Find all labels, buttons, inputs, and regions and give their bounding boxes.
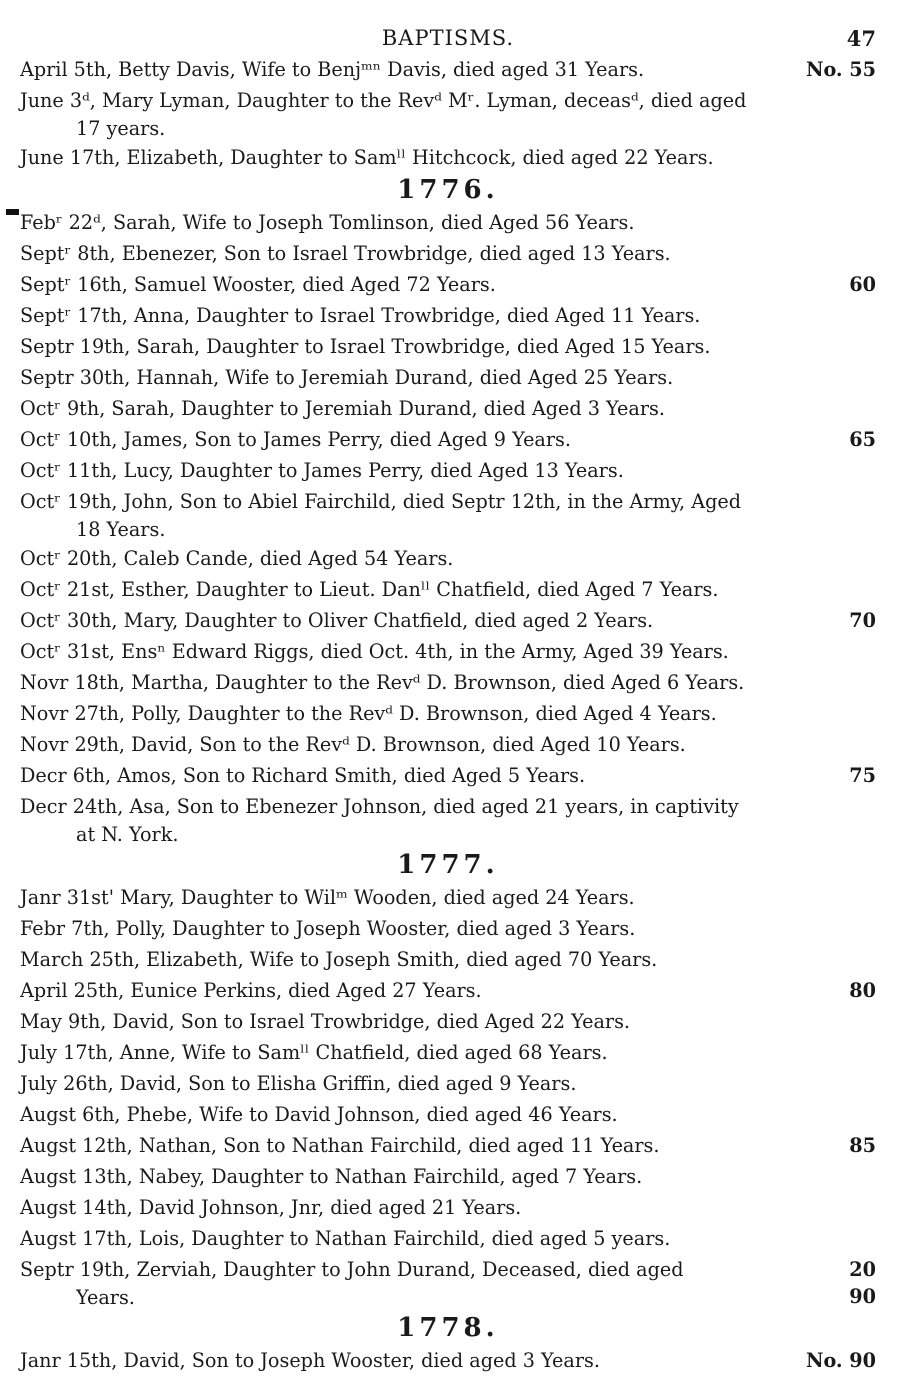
entry-text: Septr 19th, Sarah, Daughter to Israel Trowbridge, died Aged 15 Years. — [20, 335, 711, 358]
year-heading-1776: 1776. — [397, 175, 499, 205]
entry-text: Septr 19th, Zerviah, Daughter to John Durand, Deceased, died aged — [20, 1258, 684, 1281]
burial-entry — [20, 238, 876, 269]
year-heading-1777: 1777. — [397, 850, 499, 880]
entry-text: Novr 18th, Martha, Daughter to the Revᵈ D. Brownson, died Aged 6 Years. — [20, 671, 745, 694]
entry-text: June 17th, Elizabeth, Daughter to Samˡˡ Hitchcock, died aged 22 Years. — [20, 146, 714, 169]
entry-number: 85 — [849, 1134, 876, 1157]
burial-entry — [20, 207, 876, 238]
entry-text: Augst 17th, Lois, Daughter to Nathan Fairchild, died aged 5 years. — [20, 1227, 671, 1250]
burial-entry — [20, 424, 876, 455]
entry-text: Octʳ 19th, John, Son to Abiel Fairchild, died Septr 12th, in the Army, Aged — [20, 490, 741, 513]
burial-entry — [20, 791, 876, 848]
burial-entry — [20, 1345, 876, 1376]
entry-continuation: 18 Years. — [76, 518, 166, 541]
entries-1777 — [20, 882, 876, 1311]
entry-text: Septr 30th, Hannah, Wife to Jeremiah Durand, died Aged 25 Years. — [20, 366, 674, 389]
entry-text: Novr 27th, Polly, Daughter to the Revᵈ D. Brownson, died Aged 4 Years. — [20, 702, 717, 725]
entry-text: Decr 24th, Asa, Son to Ebenezer Johnson, died aged 21 years, in captivity — [20, 795, 739, 818]
burial-entry — [20, 605, 876, 636]
entry-text: Febʳ 22ᵈ, Sarah, Wife to Joseph Tomlinson, died Aged 56 Years. — [20, 211, 635, 234]
entry-text: Septʳ 8th, Ebenezer, Son to Israel Trowbridge, died aged 13 Years. — [20, 242, 671, 265]
burial-entry — [20, 1254, 876, 1311]
entry-number: 65 — [849, 428, 876, 451]
year-heading-1778: 1778. — [397, 1313, 499, 1343]
entry-text: Octʳ 10th, James, Son to James Perry, died Aged 9 Years. — [20, 428, 571, 451]
entry-text: Septʳ 17th, Anna, Daughter to Israel Trowbridge, died Aged 11 Years. — [20, 304, 701, 327]
entry-number: 60 — [849, 273, 876, 296]
entry-text: Octʳ 20th, Caleb Cande, died Aged 54 Years. — [20, 547, 454, 570]
burial-entry — [20, 636, 876, 667]
entry-text: June 3ᵈ, Mary Lyman, Daughter to the Revᵈ Mʳ. Lyman, deceasᵈ, died aged — [20, 89, 747, 112]
burial-entry — [20, 944, 876, 975]
entries-pre-1776 — [20, 54, 876, 173]
entry-text: April 25th, Eunice Perkins, died Aged 27 Years. — [20, 979, 482, 1002]
burial-entry — [20, 486, 876, 543]
entry-text: April 5th, Betty Davis, Wife to Benjᵐⁿ Davis, died aged 31 Years. — [20, 58, 645, 81]
entry-text: Augst 6th, Phebe, Wife to David Johnson, died aged 46 Years. — [20, 1103, 618, 1126]
entry-number: No. 55 — [805, 58, 876, 81]
entry-text: Augst 13th, Nabey, Daughter to Nathan Fairchild, aged 7 Years. — [20, 1165, 643, 1188]
running-title: BAPTISMS. — [381, 26, 515, 50]
entry-number: 20 — [849, 1258, 876, 1281]
entry-text: May 9th, David, Son to Israel Trowbridge, died Aged 22 Years. — [20, 1010, 631, 1033]
entry-number: No. 90 — [805, 1349, 876, 1372]
entry-text: Novr 29th, David, Son to the Revᵈ D. Brownson, died Aged 10 Years. — [20, 733, 686, 756]
burial-entry — [20, 1192, 876, 1223]
entries-1776 — [20, 207, 876, 848]
entries-1778 — [20, 1345, 876, 1376]
burial-entry — [20, 1068, 876, 1099]
burial-entry — [20, 1130, 876, 1161]
entry-text: Janr 31st' Mary, Daughter to Wilᵐ Wooden, died aged 24 Years. — [20, 886, 635, 909]
burial-entry — [20, 1006, 876, 1037]
entry-continuation: Years. — [76, 1286, 135, 1309]
burial-entry — [20, 393, 876, 424]
burial-entry — [20, 729, 876, 760]
entry-continuation: at N. York. — [76, 823, 179, 846]
entry-text: July 26th, David, Son to Elisha Griffin, died aged 9 Years. — [20, 1072, 577, 1095]
burial-entry — [20, 1037, 876, 1068]
entry-text: Octʳ 9th, Sarah, Daughter to Jeremiah Durand, died Aged 3 Years. — [20, 397, 665, 420]
burial-entry — [20, 142, 876, 173]
entry-text: Augst 12th, Nathan, Son to Nathan Fairchild, died aged 11 Years. — [20, 1134, 660, 1157]
burial-entry — [20, 543, 876, 574]
burial-entry — [20, 455, 876, 486]
burial-entry — [20, 1099, 876, 1130]
entry-number-second: 90 — [849, 1285, 876, 1308]
entry-number: 80 — [849, 979, 876, 1002]
entry-text: March 25th, Elizabeth, Wife to Joseph Smith, died aged 70 Years. — [20, 948, 658, 971]
entry-number: 70 — [849, 609, 876, 632]
burial-entry — [20, 975, 876, 1006]
burial-entry — [20, 913, 876, 944]
burial-entry — [20, 698, 876, 729]
burial-entry — [20, 667, 876, 698]
burial-entry — [20, 269, 876, 300]
entry-text: Febr 7th, Polly, Daughter to Joseph Wooster, died aged 3 Years. — [20, 917, 636, 940]
entry-text: Janr 15th, David, Son to Joseph Wooster, died aged 3 Years. — [20, 1349, 600, 1372]
entry-continuation: 17 years. — [76, 117, 166, 140]
burial-entry — [20, 54, 876, 85]
burial-entry — [20, 300, 876, 331]
page-number: 47 — [846, 26, 876, 51]
burial-entry — [20, 760, 876, 791]
burial-entry — [20, 362, 876, 393]
burial-entry — [20, 85, 876, 142]
entry-text: Septʳ 16th, Samuel Wooster, died Aged 72 Years. — [20, 273, 496, 296]
burial-entry — [20, 882, 876, 913]
burial-entry — [20, 331, 876, 362]
entry-text: Decr 6th, Amos, Son to Richard Smith, died Aged 5 Years. — [20, 764, 586, 787]
burial-entry — [20, 574, 876, 605]
page-header — [20, 0, 876, 54]
burial-entry — [20, 1161, 876, 1192]
entry-text: Octʳ 30th, Mary, Daughter to Oliver Chatfield, died aged 2 Years. — [20, 609, 654, 632]
entry-text: Augst 14th, David Johnson, Jnr, died aged 21 Years. — [20, 1196, 522, 1219]
entry-text: Octʳ 31st, Ensⁿ Edward Riggs, died Oct. 4th, in the Army, Aged 39 Years. — [20, 640, 729, 663]
margin-bracket-mark — [6, 209, 19, 215]
entry-number: 75 — [849, 764, 876, 787]
burial-entry — [20, 1223, 876, 1254]
entry-text: July 17th, Anne, Wife to Samˡˡ Chatfield, died aged 68 Years. — [20, 1041, 608, 1064]
entry-text: Octʳ 11th, Lucy, Daughter to James Perry, died Aged 13 Years. — [20, 459, 624, 482]
entry-text: Octʳ 21st, Esther, Daughter to Lieut. Danˡˡ Chatfield, died Aged 7 Years. — [20, 578, 719, 601]
